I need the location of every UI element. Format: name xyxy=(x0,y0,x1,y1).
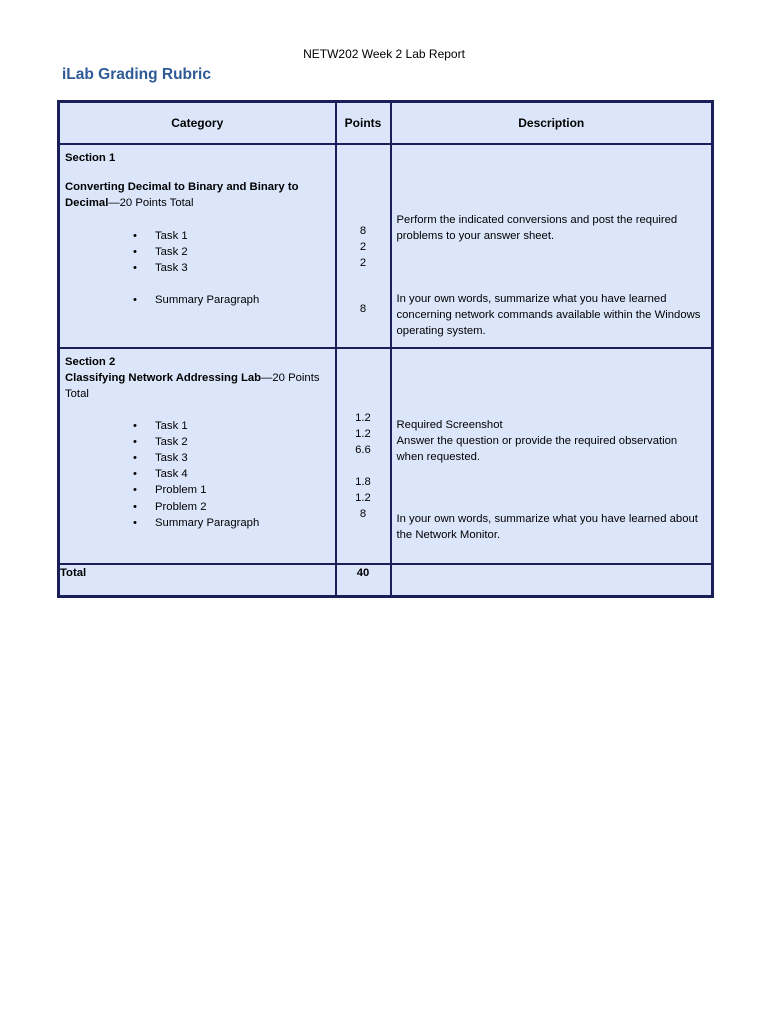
list-item: • Task 1 xyxy=(133,228,330,244)
table-header-row xyxy=(59,102,713,145)
points-value: 6.6 xyxy=(355,444,371,457)
grading-rubric-table xyxy=(57,100,714,598)
points-value: 1.2 xyxy=(355,492,371,505)
section-1-task-description: Perform the indicated conversions and post the required problems to your answer sheet. xyxy=(396,214,678,243)
section-2-label: Section 2 xyxy=(65,356,116,368)
list-item: • Summary Paragraph xyxy=(133,292,330,308)
list-item: • Problem 2 xyxy=(133,499,330,515)
column-header-description: Description xyxy=(391,102,713,145)
list-item: • Task 3 xyxy=(133,450,330,466)
section-2-category-cell xyxy=(59,348,336,564)
list-item: • Task 2 xyxy=(133,244,330,260)
list-item: • Task 4 xyxy=(133,466,330,482)
total-description xyxy=(391,564,713,597)
section-2-answer-description: Answer the question or provide the required observation when requested. xyxy=(396,435,678,464)
list-item: • Summary Paragraph xyxy=(133,515,330,531)
section-1-summary-description: In your own words, summarize what you have learned concerning network commands available within the Windows operating system. xyxy=(396,293,701,338)
section-1-description-cell xyxy=(391,144,713,348)
list-item: • Problem 1 xyxy=(133,482,330,498)
total-label: Total xyxy=(59,564,336,597)
total-points: 40 xyxy=(336,564,391,597)
section-1-heading-points: —20 Points Total xyxy=(108,197,194,210)
section-1-label: Section 1 xyxy=(65,152,116,164)
section-2-heading-points: —20 Points Total xyxy=(65,372,320,401)
points-value: 2 xyxy=(359,241,367,254)
list-item: • Task 2 xyxy=(133,434,330,450)
list-item: • Task 3 xyxy=(133,260,330,276)
section-1-task-list xyxy=(65,228,330,309)
section-2-points-cell xyxy=(336,348,391,564)
points-value: 8 xyxy=(359,303,367,315)
points-value: 2 xyxy=(359,257,367,270)
section-2-heading xyxy=(65,370,330,402)
table-row-section-1 xyxy=(59,144,713,348)
points-value: 1.2 xyxy=(355,428,371,441)
rubric-title: iLab Grading Rubric xyxy=(62,66,211,83)
document-header: NETW202 Week 2 Lab Report xyxy=(303,47,465,61)
points-value: 8 xyxy=(359,508,367,521)
section-1-heading-title: Converting Decimal to Binary and Binary to Decimal xyxy=(65,181,299,210)
table-row-total xyxy=(59,564,713,597)
table-row-section-2 xyxy=(59,348,713,564)
column-header-category: Category xyxy=(59,102,336,145)
section-1-heading xyxy=(65,179,330,211)
section-2-item-list xyxy=(65,418,330,531)
section-1-category-cell xyxy=(59,144,336,348)
section-2-summary-description: In your own words, summarize what you have learned about the Network Monitor. xyxy=(396,513,698,542)
points-value: 1.2 xyxy=(355,412,371,424)
column-header-points: Points xyxy=(336,102,391,145)
section-2-heading-title: Classifying Network Addressing Lab xyxy=(65,372,262,385)
section-2-description-cell xyxy=(391,348,713,564)
points-value: 1.8 xyxy=(355,476,371,488)
points-value: 8 xyxy=(359,225,367,237)
section-1-points-cell xyxy=(336,144,391,348)
section-2-screenshot-description: Required Screenshot xyxy=(396,419,503,431)
list-item: • Task 1 xyxy=(133,418,330,434)
